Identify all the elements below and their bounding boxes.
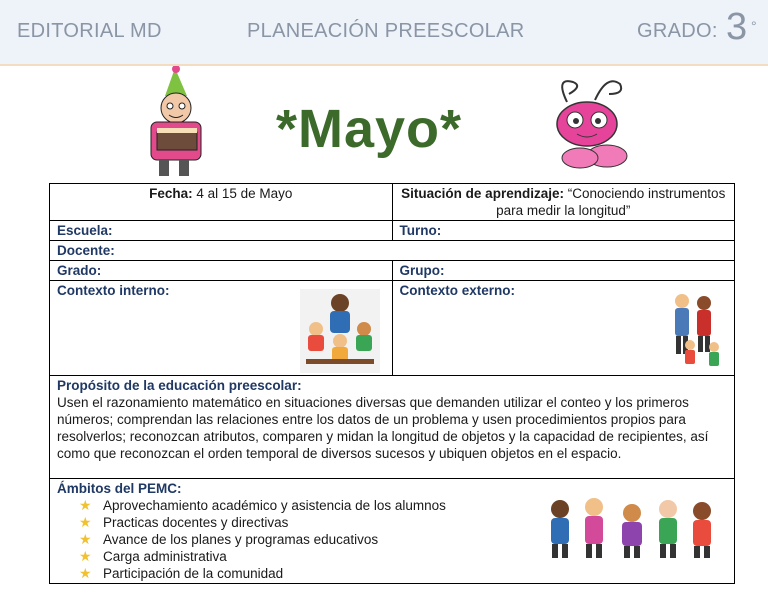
escuela-label: Escuela: <box>57 223 113 238</box>
classroom-illustration <box>300 289 380 373</box>
escuela-cell <box>50 221 393 241</box>
family-illustration <box>668 291 724 373</box>
star-bullet-icon: ★ <box>79 531 92 547</box>
caterpillar-illustration <box>525 72 645 172</box>
proposito-label: Propósito de la educación preescolar: <box>57 378 302 393</box>
grado-cell <box>50 261 393 281</box>
grade-label: GRADO: <box>637 20 718 42</box>
table-row <box>50 221 735 241</box>
docente-cell <box>50 241 735 261</box>
star-bullet-icon: ★ <box>79 514 92 530</box>
turno-cell <box>392 221 735 241</box>
children-group-illustration <box>542 487 722 563</box>
contexto-externo-cell <box>392 281 735 376</box>
table-row <box>50 376 735 479</box>
list-item: ★ Carga administrativa <box>79 548 227 564</box>
star-bullet-icon: ★ <box>79 565 92 581</box>
fecha-label: Fecha: <box>149 186 193 201</box>
grado-label: Grado: <box>57 263 102 278</box>
situacion-cell <box>392 184 735 221</box>
table-row <box>50 479 735 584</box>
grupo-cell <box>392 261 735 281</box>
situacion-value: “Conociendo instrumentos para medir la longitud” <box>496 186 726 218</box>
ambitos-cell <box>50 479 735 584</box>
publisher-name: EDITORIAL MD <box>17 20 162 42</box>
grupo-label: Grupo: <box>399 263 445 278</box>
table-row <box>50 184 735 221</box>
list-item: ★ Aprovechamiento académico y asistencia de los alumnos <box>79 497 446 513</box>
contexto-externo-label: Contexto externo: <box>399 283 516 298</box>
star-bullet-icon: ★ <box>79 548 92 564</box>
contexto-interno-label: Contexto interno: <box>57 283 170 298</box>
fecha-value: 4 al 15 de Mayo <box>196 186 293 201</box>
situacion-label: Situación de aprendizaje: <box>401 186 564 201</box>
grade-suffix: ° <box>751 18 757 34</box>
proposito-cell <box>50 376 735 479</box>
document-type: PLANEACIÓN PREESCOLAR <box>247 20 525 42</box>
contexto-interno-cell <box>50 281 393 376</box>
page-header <box>0 0 768 66</box>
table-row <box>50 281 735 376</box>
grade-number: 3 <box>726 6 748 48</box>
list-item: ★ Practicas docentes y directivas <box>79 514 289 530</box>
table-row <box>50 261 735 281</box>
docente-label: Docente: <box>57 243 115 258</box>
planning-table <box>49 183 735 584</box>
table-row <box>50 241 735 261</box>
fecha-cell <box>50 184 393 221</box>
list-item: ★ Avance de los planes y programas educativos <box>79 531 379 547</box>
month-title: *Mayo* <box>276 99 463 159</box>
turno-label: Turno: <box>399 223 442 238</box>
ambitos-label: Ámbitos del PEMC: <box>57 481 182 496</box>
star-bullet-icon: ★ <box>79 497 92 513</box>
proposito-text: Usen el razonamiento matemático en situaciones diversas que demanden utilizar el conteo y los primeros números; comprendan las relaciones entre los datos de un problema y usen procedimientos propios para resolverlos; reconozcan atributos, comparen y midan la longitud de objetos y la capacidad de recipientes, así como que reconozcan el orden temporal de diversos sucesos y ubiquen objetos en el espacio. <box>57 395 709 461</box>
birthday-character-illustration <box>135 66 230 181</box>
list-item: ★ Participación de la comunidad <box>79 565 284 581</box>
